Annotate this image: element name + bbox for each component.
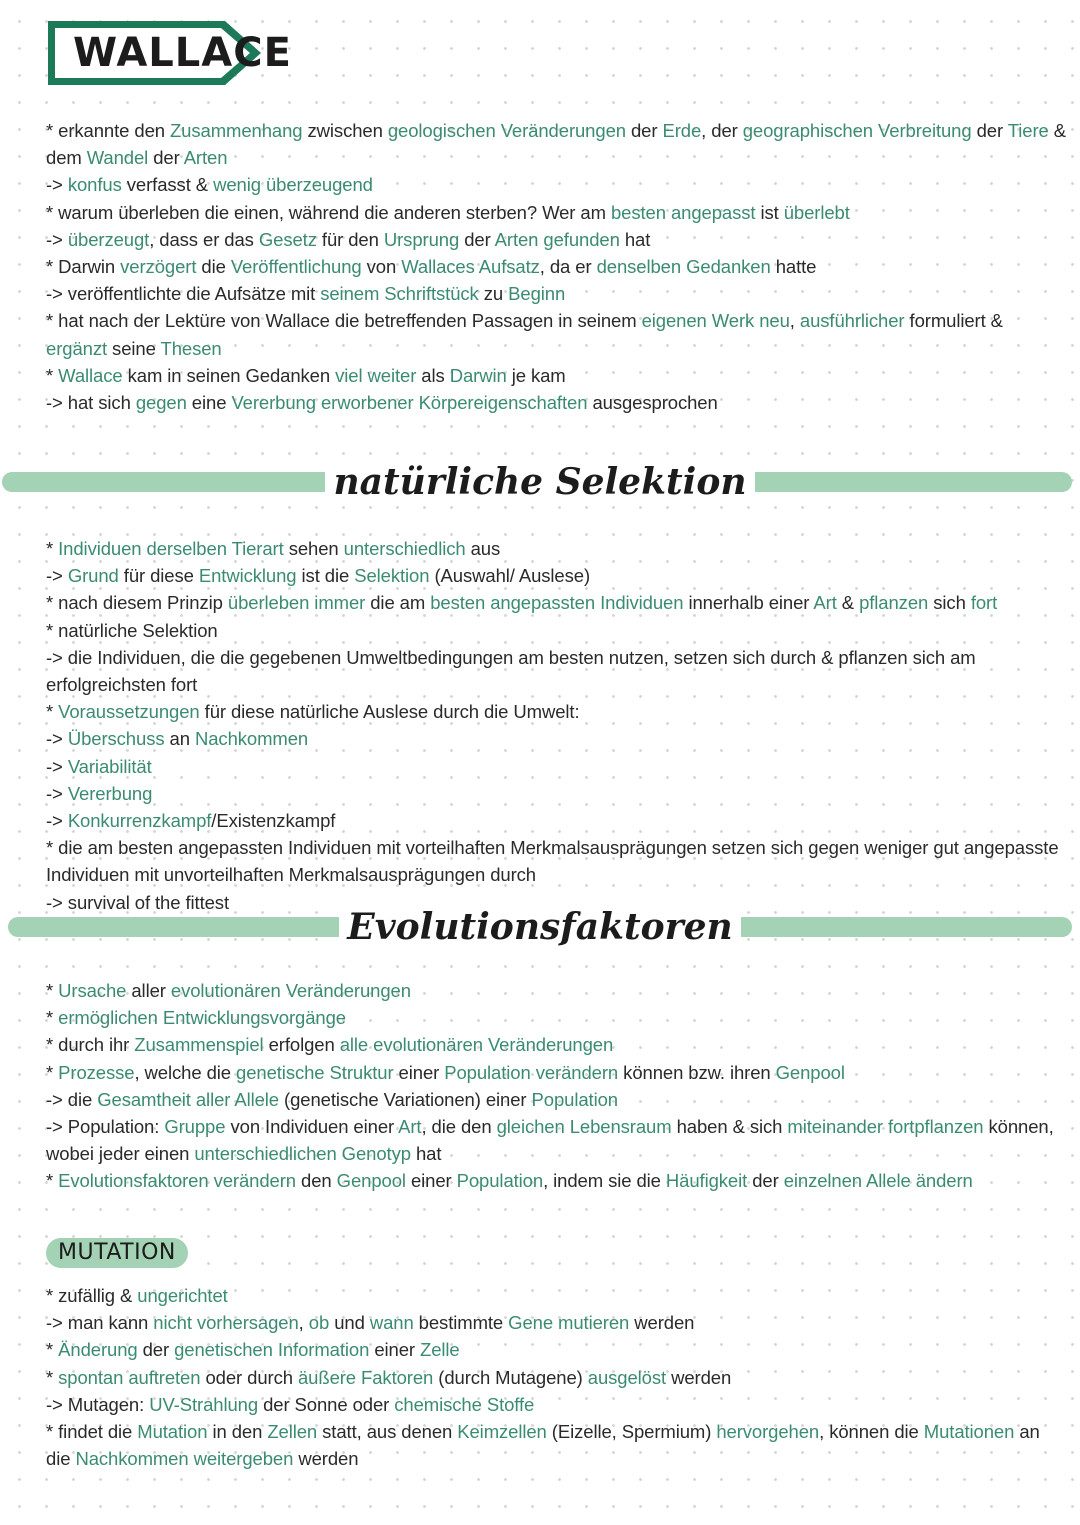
highlighted-term: Selektion (354, 565, 430, 587)
note-line (46, 389, 1066, 416)
note-line (46, 199, 1066, 226)
highlighted-term: seinem Schriftstück (320, 283, 479, 305)
note-line (46, 171, 1066, 198)
note-text: -> (46, 755, 68, 777)
note-line (46, 253, 1066, 280)
note-text: der (137, 1339, 175, 1361)
note-text: je kam (506, 364, 566, 386)
highlighted-term: Genpool (336, 1170, 406, 1192)
note-text: * (46, 701, 59, 723)
note-text: von Individuen einer (225, 1116, 399, 1138)
highlighted-term: Population (531, 1088, 618, 1110)
highlighted-term: gegen (135, 392, 187, 414)
highlighted-term: Zusammenhang (169, 120, 303, 141)
highlighted-term: Grund (67, 565, 119, 587)
note-text: -> (46, 782, 68, 804)
highlighted-term: ermöglichen Entwicklungsvorgänge (58, 1007, 346, 1029)
note-text: & dem (46, 120, 1066, 169)
highlighted-term: genetischen Information (174, 1339, 370, 1361)
highlighted-term: unterschiedlichen Genotyp (194, 1143, 411, 1165)
note-text: für diese (118, 565, 199, 587)
note-text: einer (405, 1170, 457, 1192)
note-text: verfasst & (121, 174, 214, 196)
selektion-notes (46, 535, 1066, 916)
note-line (46, 780, 1066, 807)
note-text: ist die (296, 565, 355, 587)
note-text: sich (928, 592, 971, 614)
note-text: , (789, 310, 800, 332)
note-line (46, 1418, 1066, 1472)
note-text: für den (316, 228, 384, 250)
note-text: * (46, 364, 59, 386)
note-line (46, 753, 1066, 780)
highlighted-term: ob (308, 1312, 330, 1334)
highlighted-term: Wallaces Aufsatz (401, 256, 540, 278)
note-text: -> (46, 728, 68, 750)
highlighted-term: Art (813, 592, 837, 614)
note-text: einer (369, 1339, 420, 1361)
note-text: für diese natürliche Auslese durch die Umwelt: (199, 701, 580, 723)
note-text: hat (619, 228, 651, 250)
highlighted-term: Tiere (1007, 120, 1049, 141)
note-line (46, 280, 1066, 307)
note-text: * (46, 980, 59, 1001)
note-text: seine (107, 337, 161, 359)
highlighted-term: wann (369, 1312, 414, 1334)
note-text: der (148, 147, 184, 169)
note-line (46, 1113, 1066, 1167)
note-text: * (46, 1366, 59, 1388)
note-text: bestimmte (413, 1312, 509, 1334)
note-text: , der (701, 120, 743, 141)
note-line (46, 807, 1066, 834)
note-text: -> (46, 174, 68, 196)
note-text: & (836, 592, 860, 614)
note-text: * (46, 1339, 59, 1361)
wallace-title: WALLACE (73, 30, 292, 76)
note-line (46, 117, 1066, 171)
note-text: als (416, 364, 450, 386)
highlighted-term: UV-Strahlung (149, 1393, 259, 1415)
note-line (46, 617, 1066, 644)
highlighted-term: Änderung (58, 1339, 138, 1361)
highlighted-term: Variabilität (67, 755, 152, 777)
note-line (46, 562, 1066, 589)
highlighted-term: Arten gefunden (494, 228, 620, 250)
highlighted-term: Population verändern (444, 1061, 619, 1083)
note-line (46, 589, 1066, 616)
wallace-title-sign (45, 18, 292, 88)
highlighted-term: Beginn (508, 283, 566, 305)
highlighted-term: verzögert (120, 256, 197, 278)
note-text: , indem sie die (543, 1170, 666, 1192)
highlighted-term: Individuen derselben Tierart (58, 538, 284, 559)
highlighted-term: Wandel (86, 147, 149, 169)
note-text: -> die Individuen, die die gegebenen Umweltbedingungen am besten nutzen, setzen sich durch & pflanzen sich am erfolgreichsten fort (46, 646, 976, 696)
note-text: formuliert & (904, 310, 1003, 332)
highlighted-term: unterschiedlich (343, 538, 466, 559)
note-line (46, 1059, 1066, 1086)
evolution-heading: Evolutionsfaktoren (0, 902, 1080, 952)
highlighted-term: Zellen (267, 1421, 318, 1443)
highlighted-term: pflanzen (859, 592, 929, 614)
note-text: -> die (46, 1088, 98, 1110)
highlighted-term: Mutationen (923, 1421, 1015, 1443)
note-text: -> (46, 565, 68, 587)
note-text: * die am besten angepassten Individuen mit vorteilhaften Merkmalsausprägungen setzen sich gegen weniger gut angepasste Individuen mit unvorteilhaften Merkmalsausprägungen durch (46, 837, 1059, 886)
note-line (46, 226, 1066, 253)
highlighted-term: Arten (183, 147, 228, 169)
highlighted-term: besten angepassten Individuen (430, 592, 684, 614)
highlighted-term: denselben Gedanken (596, 256, 771, 278)
mutation-title: MUTATION (46, 1238, 188, 1268)
note-line (46, 1167, 1066, 1194)
highlighted-term: äußere Faktoren (297, 1366, 434, 1388)
note-text: * (46, 538, 59, 559)
note-text: werden (629, 1312, 695, 1334)
note-line (46, 1282, 1066, 1309)
highlighted-term: miteinander fortpflanzen (787, 1116, 984, 1138)
note-text: -> Mutagen: (46, 1393, 150, 1415)
highlighted-term: Ursprung (383, 228, 460, 250)
highlighted-term: ungerichtet (137, 1285, 228, 1306)
note-text: ausgesprochen (587, 392, 718, 414)
note-text: * erkannte den (46, 120, 170, 141)
highlighted-term: Entwicklung (198, 565, 297, 587)
highlighted-term: geologischen Veränderungen (387, 120, 626, 141)
note-text: -> (46, 228, 68, 250)
note-text: * hat nach der Lektüre von Wallace die betreffenden Passagen in seinem (46, 310, 642, 332)
highlighted-term: ergänzt (46, 337, 108, 359)
highlighted-term: Nachkommen weitergeben (75, 1448, 294, 1470)
note-line (46, 834, 1066, 888)
note-line (46, 698, 1066, 725)
highlighted-term: Ursache (58, 980, 127, 1001)
highlighted-term: besten angepasst (610, 201, 756, 223)
highlighted-term: Art (398, 1116, 422, 1138)
note-line (46, 1391, 1066, 1418)
note-text: * (46, 1061, 59, 1083)
highlighted-term: Genpool (775, 1061, 845, 1083)
note-text: * nach diesem Prinzip (46, 592, 228, 614)
highlighted-term: Vererbung (67, 782, 153, 804)
highlighted-term: ausführlicher (799, 310, 905, 332)
note-line (46, 1086, 1066, 1113)
wallace-notes (46, 117, 1066, 416)
note-text: aus (465, 538, 501, 559)
note-line (46, 1031, 1066, 1058)
highlighted-term: Gene mutieren (508, 1312, 630, 1334)
highlighted-term: alle evolutionären Veränderungen (339, 1034, 614, 1056)
note-text: haben & sich (671, 1116, 788, 1138)
highlighted-term: einzelnen Allele ändern (783, 1170, 973, 1192)
note-text: zu (478, 283, 509, 305)
note-text: * warum überleben die einen, während die anderen sterben? Wer am (46, 201, 611, 223)
note-text: hat (410, 1143, 442, 1165)
highlighted-term: Keimzellen (457, 1421, 547, 1443)
evolution-notes (46, 977, 1066, 1195)
note-text: (genetische Variationen) einer (279, 1088, 532, 1110)
note-text: sehen (283, 538, 344, 559)
highlighted-term: Veröffentlichung (230, 256, 362, 278)
highlighted-term: chemische Stoffe (394, 1393, 535, 1415)
note-text: oder durch (200, 1366, 298, 1388)
highlighted-term: Zelle (420, 1339, 460, 1361)
highlighted-term: überlebt (783, 201, 850, 223)
note-text: den (296, 1170, 337, 1192)
note-text: der (971, 120, 1008, 141)
highlighted-term: überzeugt (67, 228, 150, 250)
note-text: der (459, 228, 495, 250)
highlighted-term: Thesen (160, 337, 222, 359)
highlighted-term: Vererbung erworbener Körpereigenschaften (231, 392, 588, 414)
note-text: der (625, 120, 663, 141)
highlighted-term: Erde (662, 120, 702, 141)
note-line (46, 1309, 1066, 1336)
note-text: (Eizelle, Spermium) (546, 1421, 717, 1443)
note-text: erfolgen (263, 1034, 340, 1056)
note-text: von (361, 256, 402, 278)
note-text: in den (207, 1421, 268, 1443)
highlighted-term: spontan auftreten (58, 1366, 201, 1388)
highlighted-term: Wallace (58, 364, 123, 386)
note-text: hatte (770, 256, 817, 278)
note-text: , welche die (134, 1061, 237, 1083)
note-text: (durch Mutagene) (433, 1366, 588, 1388)
highlighted-term: eigenen Werk neu (641, 310, 790, 332)
note-line (46, 1364, 1066, 1391)
note-text: statt, aus denen (317, 1421, 458, 1443)
note-text: , die den (421, 1116, 497, 1138)
highlighted-term: Darwin (449, 364, 507, 386)
highlighted-term: gleichen Lebensraum (496, 1116, 672, 1138)
note-line (46, 535, 1066, 562)
highlighted-term: Population (456, 1170, 544, 1192)
highlighted-term: viel weiter (335, 364, 417, 386)
highlighted-term: Häufigkeit (665, 1170, 748, 1192)
note-text: /Existenzkampf (211, 810, 336, 832)
highlighted-term: genetische Struktur (236, 1061, 394, 1083)
note-text: werden (666, 1366, 732, 1388)
highlighted-term: Nachkommen (194, 728, 309, 750)
note-text: einer (393, 1061, 445, 1083)
highlighted-term: hervorgehen (716, 1421, 820, 1443)
note-text: , (298, 1312, 309, 1334)
note-text: -> Population: (46, 1116, 165, 1138)
note-text: * Darwin (46, 256, 121, 278)
note-text: * findet die (46, 1421, 138, 1443)
highlighted-term: ausgelöst (587, 1366, 667, 1388)
highlighted-term: Prozesse (58, 1061, 135, 1083)
highlighted-term: Voraussetzungen (58, 701, 200, 723)
highlighted-term: evolutionären Veränderungen (170, 980, 411, 1001)
note-text: zwischen (302, 120, 388, 141)
note-text: * durch ihr (46, 1034, 135, 1056)
note-line (46, 1336, 1066, 1363)
note-text: der Sonne oder (258, 1393, 395, 1415)
highlighted-term: Zusammenspiel (134, 1034, 264, 1056)
note-text: -> survival of the fittest (46, 891, 229, 913)
highlighted-term: fort (970, 592, 998, 614)
note-text: an die (46, 1421, 1040, 1470)
note-text: können, wobei jeder einen (46, 1116, 1054, 1165)
highlighted-term: Gesamtheit aller Allele (97, 1088, 279, 1110)
note-text: * zufällig & (46, 1285, 138, 1306)
highlighted-term: Überschuss (67, 728, 165, 750)
note-line (46, 977, 1066, 1004)
note-text: -> man kann (46, 1312, 154, 1334)
mutation-notes (46, 1282, 1066, 1472)
highlighted-term: Konkurrenzkampf (67, 810, 212, 832)
note-text: der (747, 1170, 784, 1192)
selektion-heading: natürliche Selektion (0, 457, 1080, 507)
note-text: werden (293, 1448, 359, 1470)
note-text: aller (126, 980, 171, 1001)
note-line (46, 307, 1066, 361)
highlighted-term: nicht vorhersagen (153, 1312, 299, 1334)
note-line (46, 644, 1066, 698)
note-text: können bzw. ihren (618, 1061, 776, 1083)
highlighted-term: geographischen Verbreitung (742, 120, 972, 141)
note-text: * (46, 1007, 59, 1029)
note-text: , dass er das (149, 228, 259, 250)
evolution-heading-block (0, 902, 1080, 952)
highlighted-term: Gruppe (164, 1116, 226, 1138)
selektion-heading-block (0, 457, 1080, 507)
note-line (46, 725, 1066, 752)
highlighted-term: wenig überzeugend (213, 174, 373, 196)
note-text: -> (46, 810, 68, 832)
highlighted-term: Gesetz (258, 228, 317, 250)
note-text: (Auswahl/ Auslese) (429, 565, 590, 587)
highlighted-term: konfus (67, 174, 122, 196)
note-text: und (329, 1312, 370, 1334)
note-text: die am (365, 592, 431, 614)
note-text: innerhalb einer (683, 592, 814, 614)
note-text: an (164, 728, 195, 750)
highlighted-term: überleben immer (227, 592, 366, 614)
note-text: , da er (539, 256, 597, 278)
highlighted-term: Evolutionsfaktoren verändern (58, 1170, 296, 1192)
note-text: die (196, 256, 231, 278)
note-text: * (46, 1170, 59, 1192)
note-line (46, 1004, 1066, 1031)
note-text: -> veröffentlichte die Aufsätze mit (46, 283, 321, 305)
note-text: ist (755, 201, 784, 223)
note-text: , können die (819, 1421, 924, 1443)
highlighted-term: Mutation (137, 1421, 208, 1443)
note-text: kam in seinen Gedanken (122, 364, 336, 386)
note-line (46, 362, 1066, 389)
note-text: * natürliche Selektion (46, 619, 218, 641)
note-text: -> hat sich (46, 392, 136, 414)
note-text: eine (186, 392, 232, 414)
